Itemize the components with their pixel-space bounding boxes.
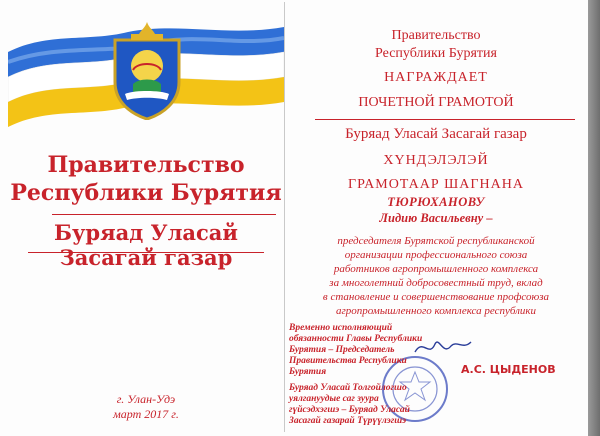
certificate-left-page: [8, 2, 285, 432]
issuer-line-1: Правительство: [391, 28, 481, 43]
signatory-title-bur: уялгануудые саг зуура: [289, 394, 379, 404]
divider: [28, 252, 264, 253]
award-title: ПОЧЕТНОЙ ГРАМОТОЙ: [358, 95, 514, 110]
awards-line: НАГРАЖДАЕТ: [384, 70, 488, 85]
certificate-right-page: [285, 2, 587, 432]
recipient-surname: ТЮРЮХАНОВУ: [387, 195, 485, 209]
title-line-1: Правительство: [47, 152, 245, 178]
signatory-title-bur: Буряад Уласай Толгойлогшо: [289, 383, 407, 393]
scan-edge: [588, 0, 600, 436]
citation-line: организации профессионального союза: [344, 249, 528, 261]
signatory-title-ru: Бурятия – Председатель: [289, 345, 395, 355]
signatory-title-ru: Временно исполняющий: [289, 323, 393, 333]
recipient-given-name: Лидию Васильевну –: [379, 211, 493, 225]
issuer-line-2: Республики Бурятия: [375, 46, 497, 61]
signatory-title-ru: обязанности Главы Республики: [289, 334, 423, 344]
coat-of-arms-icon: [103, 20, 191, 120]
signatory-title-bur: гүйсэдхэгшэ – Буряад Уласай: [289, 405, 410, 415]
signatory-title-bur: Засагай газарай Түрүүлэгшэ: [289, 416, 407, 426]
title-buryat: Буряад Уласай Засагай газар: [54, 220, 238, 270]
divider: [52, 214, 276, 215]
signatory-title-ru: Бурятия: [289, 367, 327, 377]
buryat-award-line-1: ХҮНДЭЛЭЛЭЙ: [383, 153, 489, 168]
citation-line: агропромышленного комплекса республики: [335, 305, 537, 317]
signatory-title-ru: Правительства Республики: [289, 356, 407, 366]
divider: [315, 119, 575, 120]
date: март 2017 г.: [113, 407, 179, 421]
citation-line: за многолетний добросовестный труд, вклад: [329, 277, 543, 289]
citation-line: председателя Бурятской республиканской: [337, 235, 535, 247]
buryat-issuer: Буряад Уласай Засагай газар: [345, 126, 527, 142]
citation-line: работников агропромышленного комплекса: [333, 263, 539, 275]
title-line-2: Республики Бурятия: [10, 180, 282, 206]
buryat-award-line-2: ГРАМОТААР ШАГНАНА: [348, 177, 524, 192]
city: г. Улан-Удэ: [116, 392, 176, 406]
citation-line: в становление и совершенствование профсоюза: [322, 291, 550, 303]
signer-name: А.С. ЦЫДЕНОВ: [461, 363, 556, 376]
